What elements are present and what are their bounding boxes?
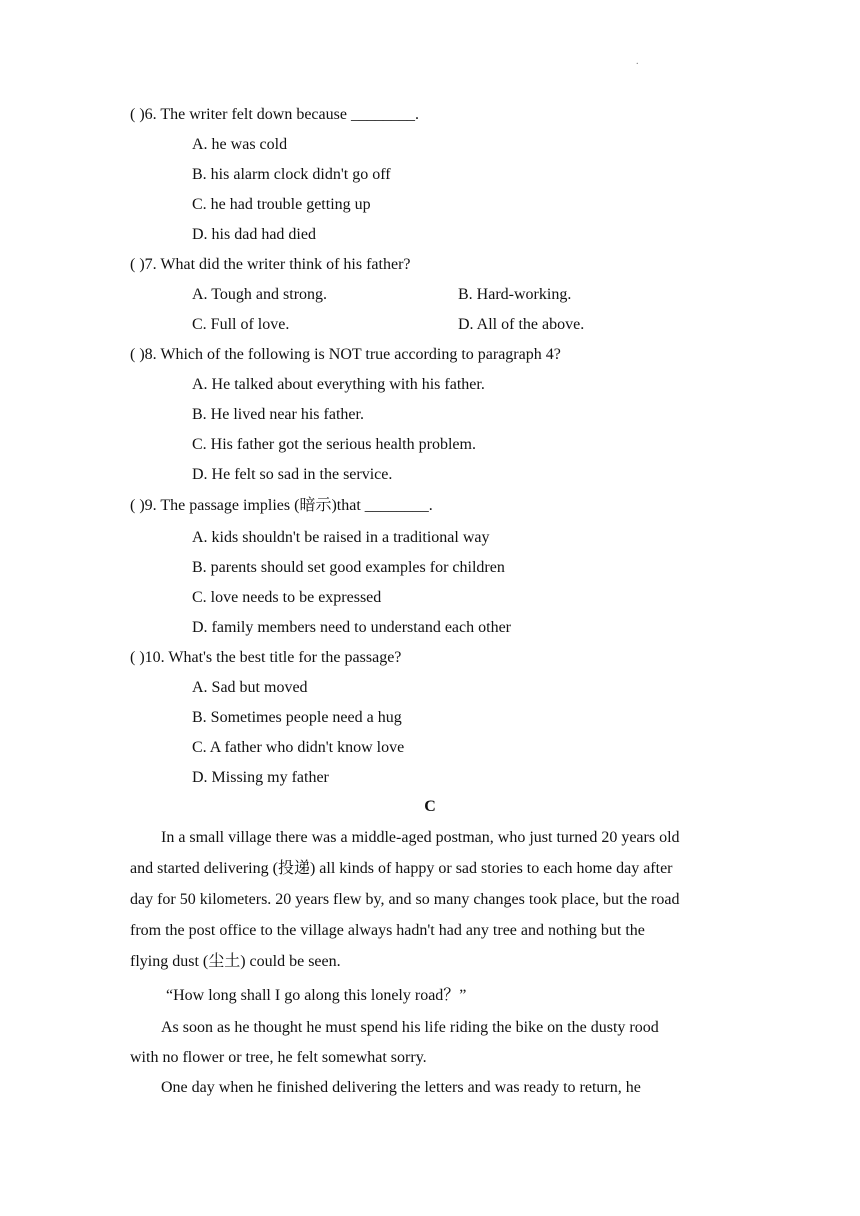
question-10-option-d: D. Missing my father bbox=[192, 769, 329, 786]
question-6-option-a: A. he was cold bbox=[192, 136, 288, 153]
question-8-option-a: A. He talked about everything with his father. bbox=[192, 376, 485, 393]
question-8-stem: ( )8. Which of the following is NOT true according to paragraph 4? bbox=[130, 346, 561, 363]
question-7-option-c: C. Full of love. bbox=[192, 316, 290, 333]
question-8-option-c: C. His father got the serious health problem. bbox=[192, 436, 476, 453]
question-7-option-a: A. Tough and strong. bbox=[192, 286, 328, 303]
question-9-option-d: D. family members need to understand each other bbox=[192, 619, 511, 636]
header-mark: . bbox=[636, 56, 639, 67]
question-9-option-c: C. love needs to be expressed bbox=[192, 589, 382, 606]
question-6-option-b: B. his alarm clock didn't go off bbox=[192, 166, 391, 183]
passage-c-paragraph-1-line-2: and started delivering (投递) all kinds of happy or sad stories to each home day after bbox=[130, 860, 673, 877]
question-8-option-d: D. He felt so sad in the service. bbox=[192, 466, 393, 483]
passage-c-paragraph-2-line-1: As soon as he thought he must spend his life riding the bike on the dusty rood bbox=[161, 1019, 659, 1036]
passage-c-paragraph-1-line-3: day for 50 kilometers. 20 years flew by, and so many changes took place, but the road bbox=[130, 891, 680, 908]
question-6-option-c: C. he had trouble getting up bbox=[192, 196, 371, 213]
question-10-option-c: C. A father who didn't know love bbox=[192, 739, 405, 756]
question-10-option-a: A. Sad but moved bbox=[192, 679, 308, 696]
question-6-option-d: D. his dad had died bbox=[192, 226, 316, 243]
question-8-option-b: B. He lived near his father. bbox=[192, 406, 364, 423]
passage-c-paragraph-3-line-1: One day when he finished delivering the letters and was ready to return, he bbox=[161, 1079, 641, 1096]
passage-c-paragraph-1-line-4: from the post office to the village always hadn't had any tree and nothing but the bbox=[130, 922, 645, 939]
question-9-stem: ( )9. The passage implies (暗示)that ________. bbox=[130, 497, 433, 514]
question-6-stem: ( )6. The writer felt down because ________. bbox=[130, 106, 419, 123]
passage-c-paragraph-1-line-1: In a small village there was a middle-aged postman, who just turned 20 years old bbox=[161, 829, 680, 846]
passage-c-paragraph-2-line-2: with no flower or tree, he felt somewhat sorry. bbox=[130, 1049, 427, 1066]
question-10-option-b: B. Sometimes people need a hug bbox=[192, 709, 402, 726]
question-7-option-d: D. All of the above. bbox=[458, 316, 585, 333]
section-c-heading: C bbox=[424, 798, 436, 815]
question-10-stem: ( )10. What's the best title for the passage? bbox=[130, 649, 402, 666]
passage-c-quote: “How long shall I go along this lonely road？” bbox=[166, 987, 467, 1004]
passage-c-paragraph-1-line-5: flying dust (尘土) could be seen. bbox=[130, 953, 341, 970]
question-7-stem: ( )7. What did the writer think of his father? bbox=[130, 256, 411, 273]
question-9-option-a: A. kids shouldn't be raised in a traditional way bbox=[192, 529, 490, 546]
question-9-option-b: B. parents should set good examples for children bbox=[192, 559, 505, 576]
question-7-option-b: B. Hard-working. bbox=[458, 286, 572, 303]
